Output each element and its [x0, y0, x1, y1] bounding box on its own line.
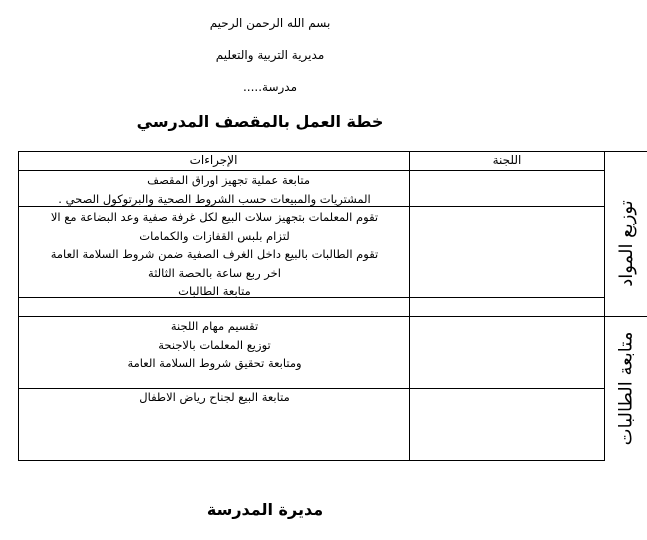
- principal-signature-label: مديرة المدرسة: [206, 500, 324, 519]
- column-header-procedures: الإجراءات: [189, 153, 238, 167]
- procedure-line: متابعة عملية تجهيز اوراق المقصف: [147, 173, 310, 187]
- procedure-line: توزيع المعلمات بالاجنحة: [158, 337, 271, 352]
- basmala: بسم الله الرحمن الرحيم: [209, 16, 331, 30]
- procedure-line: اخر ربع ساعة بالحصة الثالثة: [148, 265, 281, 280]
- procedure-line: تقسيم مهام اللجنة: [170, 319, 259, 333]
- table-column-divider: [604, 151, 605, 461]
- page-title: خطة العمل بالمقصف المدرسي: [136, 112, 384, 131]
- procedure-line: المشتريات والمبيعات حسب الشروط الصحية والبرتوكول الصحي .: [58, 191, 371, 206]
- table-border-bottom: [18, 460, 605, 461]
- procedure-line: ومتابعة تحقيق شروط السلامة العامة: [127, 356, 302, 370]
- directorate-name: مديرية التربية والتعليم: [215, 48, 325, 62]
- procedure-line: متابعة البيع لجناح رياض الاطفال: [139, 390, 290, 404]
- table-row: [20, 208, 409, 301]
- column-header-committee: اللجنة: [492, 153, 522, 167]
- table-row: [22, 171, 407, 208]
- table-row: [20, 317, 409, 373]
- table-border-top: [18, 151, 647, 152]
- procedure-line: تقوم الطالبات بالبيع داخل الغرف الصفية ضمن شروط السلامة العامة: [50, 247, 379, 261]
- procedure-line: لتزام بلبس القفازات والكمامات: [139, 228, 290, 243]
- table-border-left: [18, 151, 19, 461]
- procedure-line: تقوم المعلمات بتجهيز سلات البيع لكل غرفة صفية وعد البضاعة مع الا: [50, 210, 379, 224]
- table-column-divider: [409, 151, 410, 461]
- procedure-line: متابعة الطالبات: [178, 284, 251, 298]
- table-row: [20, 388, 409, 407]
- section-label-student-followup: متابعة الطالبات: [615, 331, 637, 446]
- school-name: مدرسة.....: [242, 80, 298, 94]
- section-label-distribution: توزيع المواد: [615, 200, 637, 287]
